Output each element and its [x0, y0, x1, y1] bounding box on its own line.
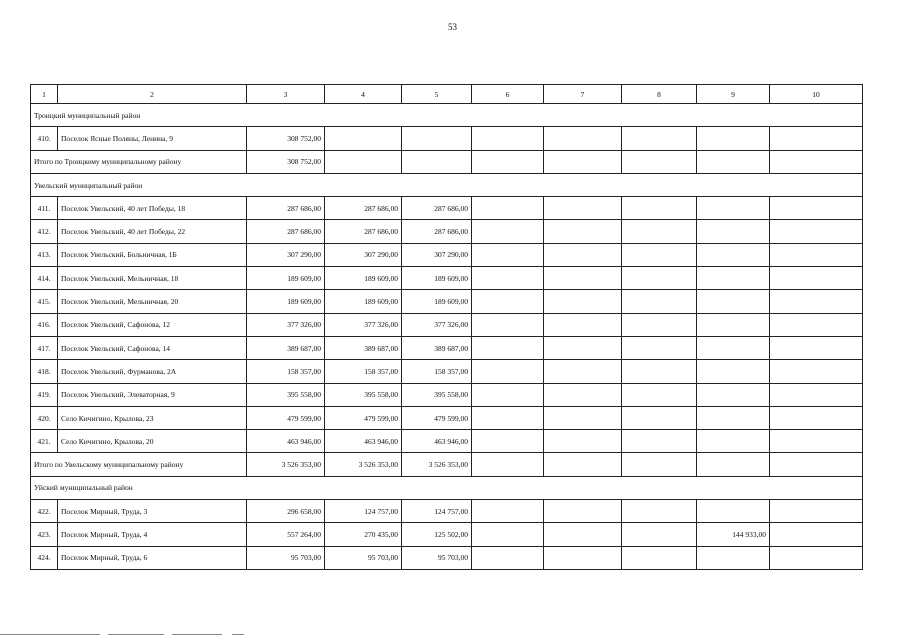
amount-cell	[622, 360, 697, 383]
amount-cell: 287 686,00	[247, 220, 325, 243]
amount-cell	[622, 546, 697, 569]
row-number-cell: 416.	[31, 313, 58, 336]
address-cell: Поселок Увельский, Сафонова, 12	[58, 313, 247, 336]
amount-cell: 158 357,00	[402, 360, 472, 383]
amount-cell: 479 599,00	[247, 406, 325, 429]
row-number-cell: 419.	[31, 383, 58, 406]
amount-cell: 395 558,00	[247, 383, 325, 406]
amount-cell	[622, 150, 697, 173]
amount-cell	[544, 430, 622, 453]
amount-cell	[544, 127, 622, 150]
amount-cell: 144 933,00	[697, 523, 770, 546]
amount-cell: 479 599,00	[402, 406, 472, 429]
amount-cell: 389 687,00	[247, 336, 325, 359]
amount-cell	[697, 453, 770, 476]
amount-cell: 557 264,00	[247, 523, 325, 546]
amount-cell	[472, 290, 544, 313]
amount-cell	[544, 290, 622, 313]
amount-cell	[472, 197, 544, 220]
column-number-header	[31, 85, 863, 104]
amount-cell	[697, 383, 770, 406]
amount-cell: 377 326,00	[402, 313, 472, 336]
table-row	[31, 197, 863, 220]
table-row	[31, 546, 863, 569]
amount-cell	[622, 406, 697, 429]
amount-cell: 287 686,00	[325, 220, 402, 243]
amount-cell	[544, 267, 622, 290]
amount-cell	[472, 453, 544, 476]
table-row	[31, 336, 863, 359]
amount-cell: 158 357,00	[247, 360, 325, 383]
amount-cell	[770, 290, 863, 313]
amount-cell	[472, 430, 544, 453]
amount-cell	[544, 336, 622, 359]
amount-cell	[472, 243, 544, 266]
amount-cell	[544, 150, 622, 173]
total-row	[31, 150, 863, 173]
amount-cell	[544, 313, 622, 336]
column-number-cell: 5	[402, 85, 472, 104]
column-number-cell: 4	[325, 85, 402, 104]
amount-cell: 463 946,00	[325, 430, 402, 453]
amount-cell: 124 757,00	[402, 500, 472, 523]
amount-cell	[770, 500, 863, 523]
amount-cell: 125 502,00	[402, 523, 472, 546]
amount-cell: 308 752,00	[247, 150, 325, 173]
amount-cell: 395 558,00	[325, 383, 402, 406]
amount-cell	[622, 290, 697, 313]
amount-cell	[770, 313, 863, 336]
amount-cell: 95 703,00	[402, 546, 472, 569]
amount-cell	[622, 500, 697, 523]
row-number-cell: 422.	[31, 500, 58, 523]
section-title: Увельский муниципальный район	[31, 173, 863, 196]
amount-cell	[770, 220, 863, 243]
amount-cell	[770, 267, 863, 290]
amount-cell	[472, 267, 544, 290]
amount-cell: 287 686,00	[402, 220, 472, 243]
address-cell: Поселок Увельский, 40 лет Победы, 22	[58, 220, 247, 243]
amount-cell: 463 946,00	[402, 430, 472, 453]
page-bottom-rule	[0, 634, 905, 637]
amount-cell	[472, 220, 544, 243]
amount-cell	[770, 523, 863, 546]
amount-cell: 395 558,00	[402, 383, 472, 406]
amount-cell	[770, 383, 863, 406]
address-cell: Поселок Ясные Поляны, Ленина, 9	[58, 127, 247, 150]
amount-cell: 3 526 353,00	[325, 453, 402, 476]
amount-cell: 124 757,00	[325, 500, 402, 523]
amount-cell: 287 686,00	[402, 197, 472, 220]
page-number: 53	[448, 22, 457, 32]
amount-cell	[544, 383, 622, 406]
amount-cell: 307 290,00	[402, 243, 472, 266]
amount-cell	[622, 383, 697, 406]
amount-cell	[697, 197, 770, 220]
table-row	[31, 267, 863, 290]
amount-cell	[697, 290, 770, 313]
amount-cell	[472, 383, 544, 406]
amount-cell	[770, 406, 863, 429]
amount-cell	[472, 360, 544, 383]
amount-cell: 287 686,00	[325, 197, 402, 220]
column-number-cell: 1	[31, 85, 58, 104]
address-cell: Село Кичигино, Крылова, 23	[58, 406, 247, 429]
amount-cell: 389 687,00	[402, 336, 472, 359]
amount-cell	[544, 220, 622, 243]
amount-cell	[472, 150, 544, 173]
amount-cell	[697, 500, 770, 523]
amount-cell	[697, 430, 770, 453]
section-row	[31, 476, 863, 499]
row-number-cell: 420.	[31, 406, 58, 429]
amount-cell: 287 686,00	[247, 197, 325, 220]
amount-cell	[697, 360, 770, 383]
column-number-cell: 8	[622, 85, 697, 104]
row-number-cell: 415.	[31, 290, 58, 313]
amount-cell	[622, 430, 697, 453]
amount-cell	[622, 313, 697, 336]
amount-cell	[544, 243, 622, 266]
address-cell: Поселок Увельский, Мельничная, 20	[58, 290, 247, 313]
amount-cell: 308 752,00	[247, 127, 325, 150]
total-label: Итого по Троицкому муниципальному району	[31, 150, 247, 173]
table-row	[31, 500, 863, 523]
amount-cell	[544, 500, 622, 523]
amount-cell	[472, 500, 544, 523]
row-number-cell: 423.	[31, 523, 58, 546]
table-row	[31, 430, 863, 453]
amount-cell: 307 290,00	[247, 243, 325, 266]
amount-cell	[697, 546, 770, 569]
row-number-cell: 411.	[31, 197, 58, 220]
amount-cell	[622, 453, 697, 476]
budget-table	[30, 84, 863, 570]
address-cell: Поселок Увельский, Больничная, 1Б	[58, 243, 247, 266]
amount-cell	[622, 243, 697, 266]
amount-cell	[697, 267, 770, 290]
amount-cell: 3 526 353,00	[402, 453, 472, 476]
column-number-cell: 9	[697, 85, 770, 104]
amount-cell	[770, 546, 863, 569]
amount-cell: 189 609,00	[402, 267, 472, 290]
amount-cell: 158 357,00	[325, 360, 402, 383]
amount-cell	[770, 127, 863, 150]
row-number-cell: 417.	[31, 336, 58, 359]
column-number-cell: 3	[247, 85, 325, 104]
amount-cell	[770, 453, 863, 476]
table-row	[31, 383, 863, 406]
amount-cell	[544, 453, 622, 476]
amount-cell	[325, 150, 402, 173]
row-number-cell: 424.	[31, 546, 58, 569]
address-cell: Поселок Мирный, Труда, 4	[58, 523, 247, 546]
section-title: Троицкий муниципальный район	[31, 104, 863, 127]
amount-cell	[544, 360, 622, 383]
address-cell: Поселок Увельский, Мельничная, 18	[58, 267, 247, 290]
column-number-cell: 10	[770, 85, 863, 104]
amount-cell	[544, 406, 622, 429]
amount-cell	[472, 336, 544, 359]
row-number-cell: 413.	[31, 243, 58, 266]
amount-cell	[622, 127, 697, 150]
table-row	[31, 290, 863, 313]
row-number-cell: 410.	[31, 127, 58, 150]
amount-cell	[697, 313, 770, 336]
amount-cell	[697, 150, 770, 173]
amount-cell	[770, 360, 863, 383]
amount-cell: 377 326,00	[325, 313, 402, 336]
total-row	[31, 453, 863, 476]
amount-cell: 389 687,00	[325, 336, 402, 359]
amount-cell	[770, 336, 863, 359]
table-row	[31, 127, 863, 150]
column-number-cell: 7	[544, 85, 622, 104]
amount-cell	[622, 267, 697, 290]
amount-cell	[544, 523, 622, 546]
table-row	[31, 313, 863, 336]
row-number-cell: 421.	[31, 430, 58, 453]
amount-cell	[402, 150, 472, 173]
address-cell: Поселок Мирный, Труда, 3	[58, 500, 247, 523]
amount-cell: 189 609,00	[325, 267, 402, 290]
section-row	[31, 104, 863, 127]
address-cell: Поселок Мирный, Труда, 6	[58, 546, 247, 569]
address-cell: Поселок Увельский, Элеваторная, 9	[58, 383, 247, 406]
amount-cell: 270 435,00	[325, 523, 402, 546]
amount-cell	[697, 406, 770, 429]
section-row	[31, 173, 863, 196]
amount-cell	[697, 220, 770, 243]
amount-cell	[622, 336, 697, 359]
amount-cell	[697, 243, 770, 266]
amount-cell	[325, 127, 402, 150]
table-row	[31, 243, 863, 266]
total-label: Итого по Увельскому муниципальному району	[31, 453, 247, 476]
amount-cell	[770, 150, 863, 173]
amount-cell: 3 526 353,00	[247, 453, 325, 476]
amount-cell: 189 609,00	[247, 290, 325, 313]
amount-cell	[770, 430, 863, 453]
amount-cell	[472, 313, 544, 336]
amount-cell	[770, 243, 863, 266]
amount-cell: 95 703,00	[325, 546, 402, 569]
amount-cell: 463 946,00	[247, 430, 325, 453]
amount-cell: 95 703,00	[247, 546, 325, 569]
amount-cell	[472, 523, 544, 546]
amount-cell: 189 609,00	[325, 290, 402, 313]
row-number-cell: 418.	[31, 360, 58, 383]
amount-cell: 377 326,00	[247, 313, 325, 336]
address-cell: Поселок Увельский, Фурманова, 2А	[58, 360, 247, 383]
amount-cell	[472, 127, 544, 150]
amount-cell: 307 290,00	[325, 243, 402, 266]
amount-cell	[622, 220, 697, 243]
amount-cell: 189 609,00	[247, 267, 325, 290]
amount-cell	[697, 127, 770, 150]
amount-cell	[402, 127, 472, 150]
section-title: Уйский муниципальный район	[31, 476, 863, 499]
address-cell: Поселок Увельский, 40 лет Победы, 18	[58, 197, 247, 220]
amount-cell	[472, 546, 544, 569]
column-number-cell: 6	[472, 85, 544, 104]
table-row	[31, 523, 863, 546]
table-row	[31, 406, 863, 429]
table-row	[31, 360, 863, 383]
row-number-cell: 412.	[31, 220, 58, 243]
table-row	[31, 220, 863, 243]
row-number-cell: 414.	[31, 267, 58, 290]
amount-cell	[622, 523, 697, 546]
column-number-cell: 2	[58, 85, 247, 104]
amount-cell	[622, 197, 697, 220]
amount-cell	[544, 197, 622, 220]
amount-cell	[697, 336, 770, 359]
amount-cell: 296 658,00	[247, 500, 325, 523]
amount-cell: 189 609,00	[402, 290, 472, 313]
amount-cell	[472, 406, 544, 429]
address-cell: Поселок Увельский, Сафонова, 14	[58, 336, 247, 359]
address-cell: Село Кичигино, Крылова, 20	[58, 430, 247, 453]
amount-cell: 479 599,00	[325, 406, 402, 429]
amount-cell	[770, 197, 863, 220]
amount-cell	[544, 546, 622, 569]
